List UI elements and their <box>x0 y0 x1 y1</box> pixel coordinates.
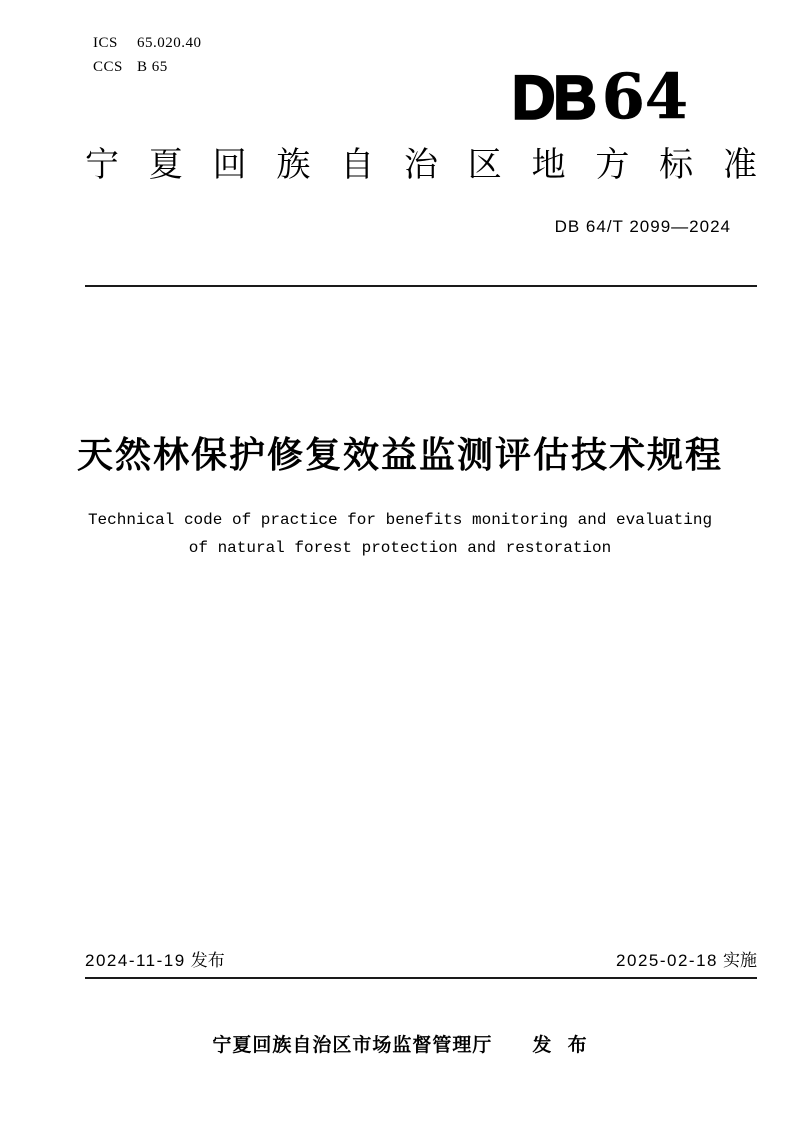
jurisdiction-title: 宁 夏 回 族 自 治 区 地 方 标 准 <box>85 146 757 184</box>
ics-value: 65.020.40 <box>137 35 202 51</box>
ccs-value: B 65 <box>137 59 168 75</box>
implementation-date-label: 实施 <box>723 951 757 970</box>
publisher-name: 宁夏回族自治区市场监督管理厅 <box>212 1035 493 1056</box>
title-english-line1: Technical code of practice for benefits monitoring and evaluating <box>87 511 713 529</box>
document-title: 天然林保护修复效益监测评估技术规程 <box>76 434 723 475</box>
dates-row <box>85 946 757 971</box>
title-english-line2: of natural forest protection and restoration <box>188 539 612 557</box>
ccs-code <box>93 55 202 79</box>
logo-region-number: 64 <box>601 60 688 133</box>
issue-date <box>85 946 225 971</box>
ics-ccs-block <box>93 31 202 79</box>
issue-date-label: 发布 <box>190 951 225 970</box>
implementation-date-value: 2025-02-18 <box>616 951 718 970</box>
header-rule <box>85 285 757 287</box>
logo-db-text: DB <box>512 63 595 132</box>
db64-logo <box>512 60 688 133</box>
issue-date-value: 2024-11-19 <box>85 951 186 970</box>
document-title-english <box>40 506 760 562</box>
ics-label: ICS <box>93 35 118 51</box>
publish-label: 发 布 <box>532 1035 588 1056</box>
footer-rule <box>85 977 757 979</box>
publisher-line <box>0 1030 800 1057</box>
standard-number: DB 64/T 2099—2024 <box>554 217 731 236</box>
ccs-label: CCS <box>93 59 123 75</box>
implementation-date <box>616 946 757 971</box>
ics-code <box>93 31 202 55</box>
